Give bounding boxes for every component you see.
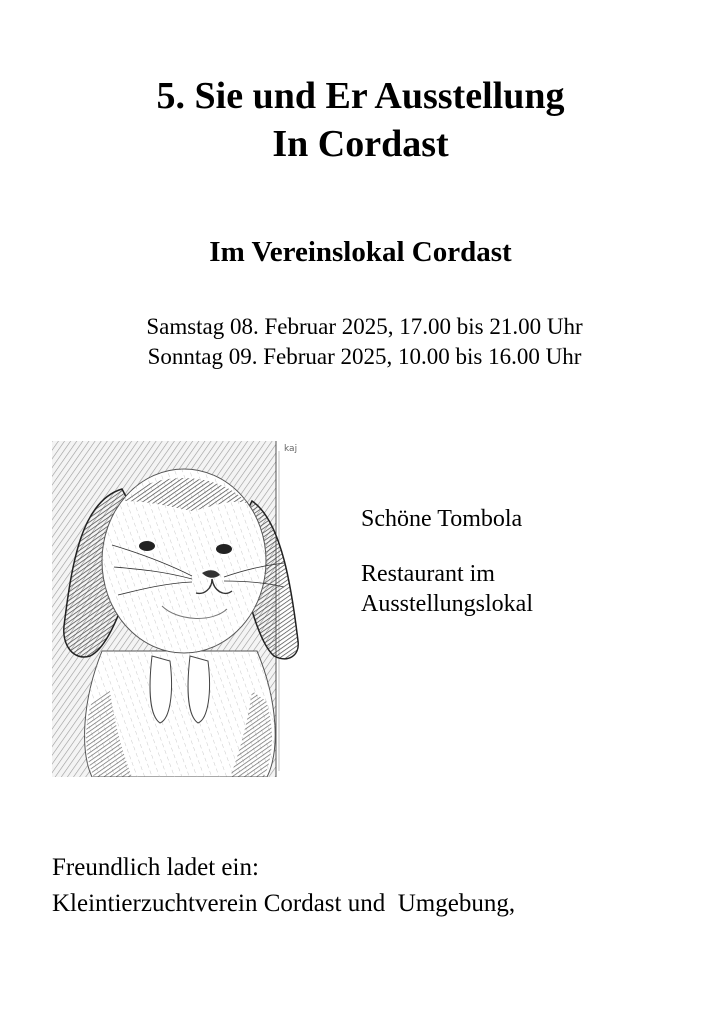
svg-text:kaj: kaj — [284, 444, 298, 454]
venue-heading: Im Vereinslokal Cordast — [209, 236, 512, 268]
schedule-sunday: Sonntag 09. Februar 2025, 10.00 bis 16.00 Uhr — [147, 344, 582, 369]
page-title-line-1: 5. Sie und Er Ausstellung — [156, 75, 565, 117]
organizer-name: Kleintierzuchtverein Cordast und Umgebung, — [52, 890, 516, 917]
invitation-text: Freundlich ladet ein: — [52, 854, 259, 881]
page-title-line-2: In Cordast — [272, 123, 449, 165]
feature-restaurant-line-1: Restaurant im — [361, 561, 495, 587]
feature-restaurant-line-2: Ausstellungslokal — [361, 591, 533, 617]
feature-restaurant — [361, 559, 681, 619]
rabbit-sketch-illustration — [52, 441, 314, 777]
schedule-saturday: Samstag 08. Februar 2025, 17.00 bis 21.00 Uhr — [146, 314, 583, 339]
feature-tombola: Schöne Tombola — [361, 506, 523, 532]
